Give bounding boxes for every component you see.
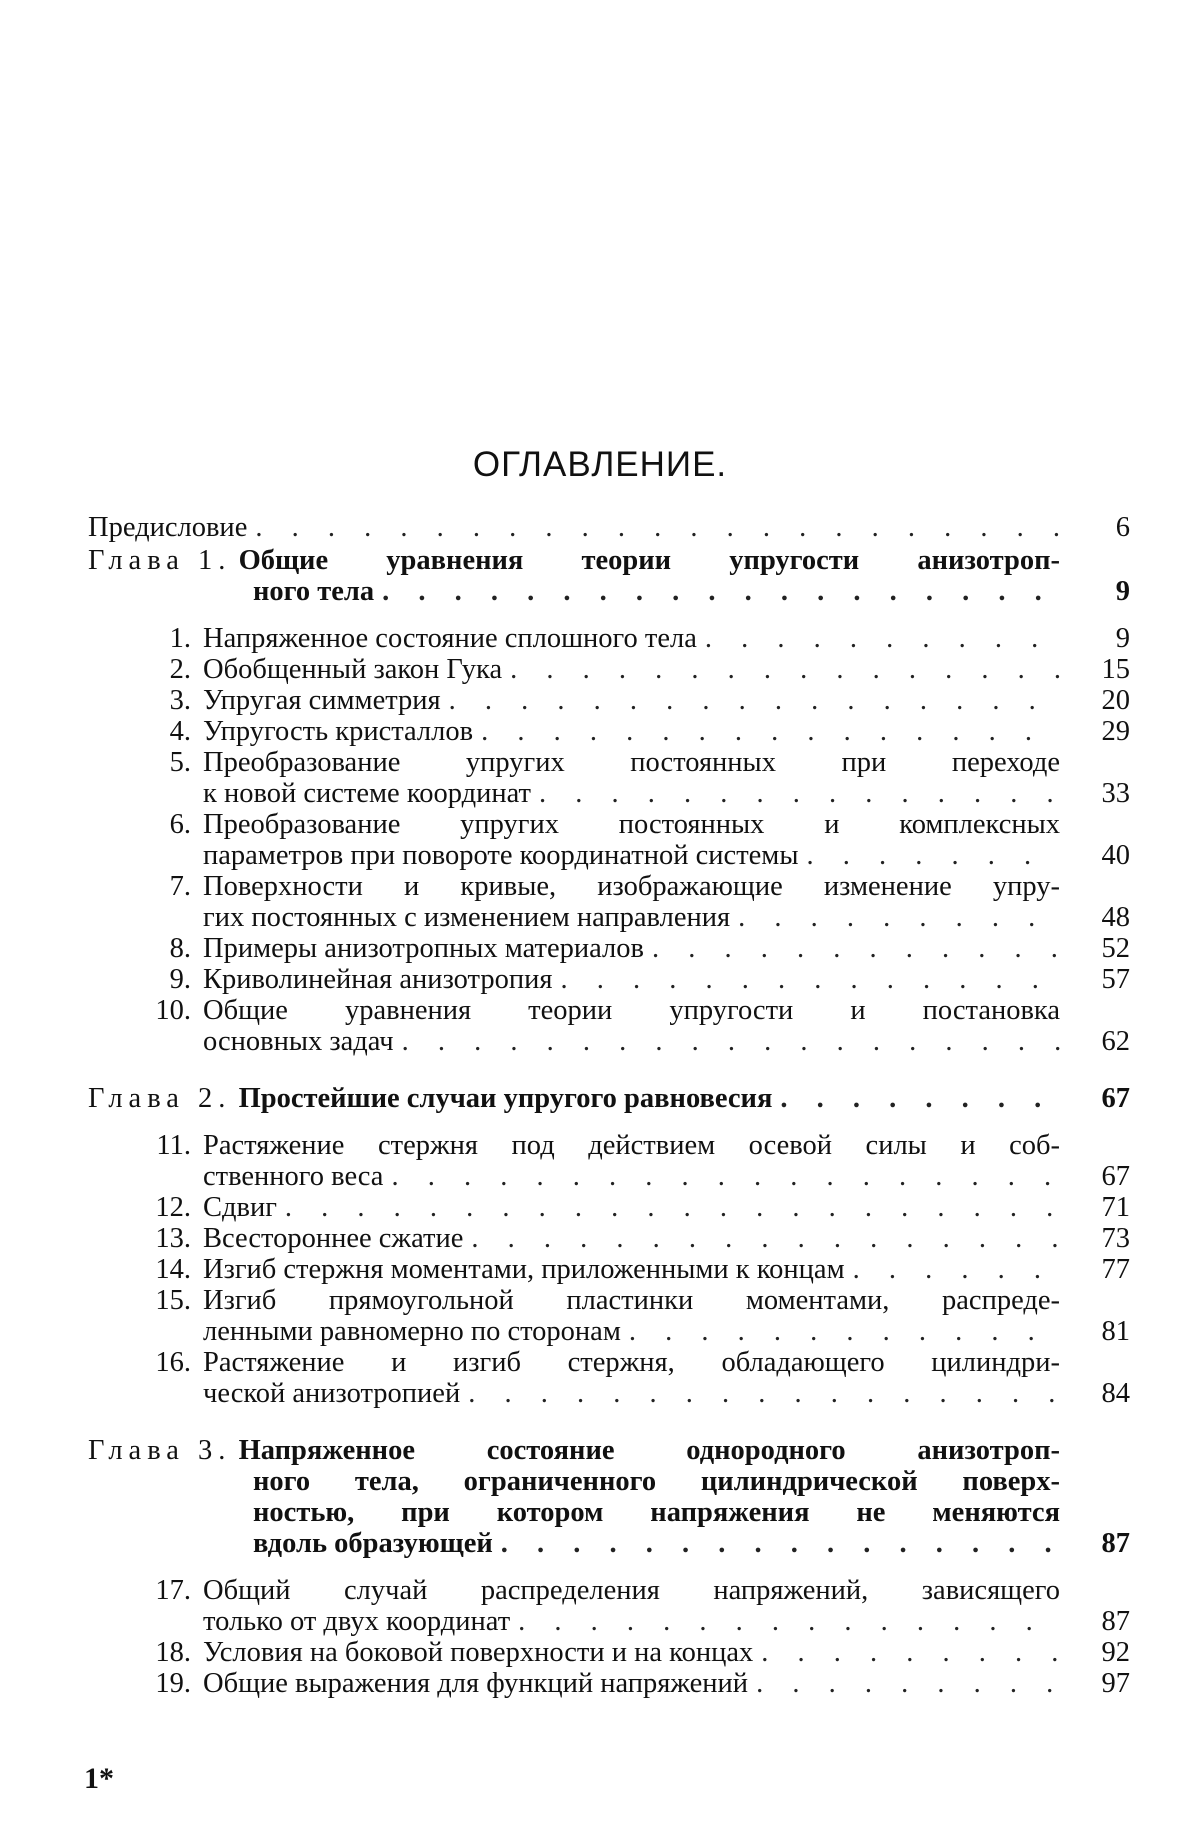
- section-title: ческой анизотропией: [203, 1378, 461, 1409]
- toc-section[interactable]: [88, 1223, 1130, 1254]
- page-number: 77: [1101, 1254, 1130, 1285]
- signature-mark: 1*: [84, 1762, 114, 1795]
- leader-dots: [391, 1161, 1060, 1192]
- chapter-title-line: ностью, при котором напряжения не меняются: [253, 1497, 1060, 1528]
- section-number: 12.: [155, 1192, 191, 1223]
- toc-section[interactable]: [88, 964, 1130, 995]
- section-number: 17.: [155, 1575, 191, 1606]
- chapter-title-line: ного тела, ограниченного цилиндрической поверх-: [253, 1466, 1060, 1497]
- section-title: Примеры анизотропных материалов: [203, 933, 644, 964]
- section-title: Сдвиг: [203, 1192, 277, 1223]
- page-number: 33: [1101, 778, 1130, 809]
- toc-entry-preface[interactable]: [88, 512, 1130, 543]
- page-number: 9: [1115, 576, 1130, 607]
- leader-dots: [806, 840, 1060, 871]
- page-number: 73: [1101, 1223, 1130, 1254]
- section-title: Всестороннее сжатие: [203, 1223, 464, 1254]
- toc-section[interactable]: [88, 995, 1130, 1057]
- section-number: 8.: [169, 933, 191, 964]
- page-number: 87: [1101, 1528, 1130, 1559]
- chapter-label: Глава 3.: [88, 1435, 232, 1466]
- section-number: 9.: [169, 964, 191, 995]
- toc-section[interactable]: [88, 1637, 1130, 1668]
- leader-dots: [539, 778, 1060, 809]
- chapter-title-end: вдоль образующей: [253, 1528, 493, 1559]
- leader-dots: [501, 1528, 1060, 1559]
- leader-dots: [652, 933, 1060, 964]
- section-title: Упругая симметрия: [203, 685, 441, 716]
- section-number: 3.: [169, 685, 191, 716]
- section-title: Криволинейная анизотропия: [203, 964, 553, 995]
- chapter-title-line: Напряженное состояние однородного анизотроп-: [238, 1435, 1060, 1466]
- toc-section[interactable]: [88, 623, 1130, 654]
- entry-title: Предисловие: [88, 512, 248, 543]
- toc-section[interactable]: [88, 747, 1130, 809]
- leader-dots: [382, 576, 1060, 607]
- leader-dots: [510, 654, 1060, 685]
- section-title-line: Растяжение и изгиб стержня, обладающего цилиндри-: [203, 1347, 1060, 1378]
- section-title-line: Преобразование упругих постоянных и комплексных: [203, 809, 1060, 840]
- page-number: 71: [1101, 1192, 1130, 1223]
- section-title: параметров при повороте координатной системы: [203, 840, 799, 871]
- section-number: 1.: [169, 623, 191, 654]
- section-title-line: Изгиб прямоугольной пластинки моментами, распреде-: [203, 1285, 1060, 1316]
- table-of-contents: [88, 512, 1130, 1699]
- leader-dots: [780, 1083, 1060, 1114]
- toc-chapter-3[interactable]: [88, 1435, 1130, 1559]
- section-number: 11.: [156, 1130, 191, 1161]
- toc-section[interactable]: [88, 1668, 1130, 1699]
- section-title: Изгиб стержня моментами, приложенными к концам: [203, 1254, 845, 1285]
- leader-dots: [738, 902, 1060, 933]
- section-number: 4.: [169, 716, 191, 747]
- section-title: ленными равномерно по сторонам: [203, 1316, 621, 1347]
- toc-section[interactable]: [88, 1192, 1130, 1223]
- page-number: 67: [1101, 1083, 1130, 1114]
- toc-section[interactable]: [88, 1575, 1130, 1637]
- leader-dots: [255, 512, 1060, 543]
- page-number: 87: [1101, 1606, 1130, 1637]
- toc-chapter-2[interactable]: [88, 1083, 1130, 1114]
- section-title-line: Общий случай распределения напряжений, зависящего: [203, 1575, 1060, 1606]
- page-number: 29: [1101, 716, 1130, 747]
- page-number: 81: [1101, 1316, 1130, 1347]
- section-title: Условия на боковой поверхности и на концах: [203, 1637, 754, 1668]
- section-title: только от двух координат: [203, 1606, 511, 1637]
- page-number: 9: [1115, 623, 1130, 654]
- section-title: гих постоянных с изменением направления: [203, 902, 731, 933]
- page-number: 67: [1101, 1161, 1130, 1192]
- section-title: ственного веса: [203, 1161, 384, 1192]
- section-title: Общие выражения для функций напряжений: [203, 1668, 749, 1699]
- toc-section[interactable]: [88, 654, 1130, 685]
- section-number: 13.: [155, 1223, 191, 1254]
- page-number: 97: [1101, 1668, 1130, 1699]
- leader-dots: [756, 1668, 1060, 1699]
- toc-section[interactable]: [88, 1254, 1130, 1285]
- toc-section[interactable]: [88, 933, 1130, 964]
- leader-dots: [705, 623, 1060, 654]
- toc-section[interactable]: [88, 1347, 1130, 1409]
- leader-dots: [853, 1254, 1060, 1285]
- section-number: 15.: [155, 1285, 191, 1316]
- section-title-line: Поверхности и кривые, изображающие изменение упру-: [203, 871, 1060, 902]
- toc-section[interactable]: [88, 716, 1130, 747]
- chapter-label: Глава 2.: [88, 1083, 232, 1114]
- section-number: 7.: [169, 871, 191, 902]
- toc-section[interactable]: [88, 1130, 1130, 1192]
- chapter-title-line: Общие уравнения теории упругости анизотроп-: [238, 545, 1060, 576]
- leader-dots: [285, 1192, 1060, 1223]
- page-number: 62: [1101, 1026, 1130, 1057]
- section-title: основных задач: [203, 1026, 394, 1057]
- page-number: 84: [1101, 1378, 1130, 1409]
- toc-section[interactable]: [88, 685, 1130, 716]
- section-number: 19.: [155, 1668, 191, 1699]
- leader-dots: [481, 716, 1060, 747]
- page-number: 15: [1101, 654, 1130, 685]
- leader-dots: [471, 1223, 1060, 1254]
- toc-section[interactable]: [88, 871, 1130, 933]
- leader-dots: [468, 1378, 1060, 1409]
- leader-dots: [518, 1606, 1060, 1637]
- page-number: 52: [1101, 933, 1130, 964]
- section-number: 14.: [155, 1254, 191, 1285]
- leader-dots: [761, 1637, 1060, 1668]
- section-title-line: Преобразование упругих постоянных при переходе: [203, 747, 1060, 778]
- toc-section[interactable]: [88, 809, 1130, 871]
- leader-dots: [449, 685, 1060, 716]
- leader-dots: [402, 1026, 1060, 1057]
- section-number: 2.: [169, 654, 191, 685]
- leader-dots: [560, 964, 1060, 995]
- page-number: 40: [1101, 840, 1130, 871]
- page-number: 92: [1101, 1637, 1130, 1668]
- chapter-label: Глава 1.: [88, 545, 232, 576]
- section-number: 16.: [155, 1347, 191, 1378]
- toc-chapter-1[interactable]: [88, 545, 1130, 607]
- page-number: 20: [1101, 685, 1130, 716]
- section-number: 6.: [169, 809, 191, 840]
- section-title: Обобщенный закон Гука: [203, 654, 503, 685]
- page-number: 48: [1101, 902, 1130, 933]
- section-title-line: Общие уравнения теории упругости и постановка: [203, 995, 1060, 1026]
- section-title: к новой системе координат: [203, 778, 531, 809]
- section-number: 5.: [169, 747, 191, 778]
- page-number: 6: [1115, 512, 1130, 543]
- section-number: 18.: [155, 1637, 191, 1668]
- section-title: Напряженное состояние сплошного тела: [203, 623, 697, 654]
- toc-section[interactable]: [88, 1285, 1130, 1347]
- page-number: 57: [1101, 964, 1130, 995]
- section-title: Упругость кристаллов: [203, 716, 474, 747]
- section-title-line: Растяжение стержня под действием осевой силы и соб-: [203, 1130, 1060, 1161]
- toc-heading: ОГЛАВЛЕНИЕ.: [472, 445, 728, 484]
- chapter-title-end: ного тела: [253, 576, 375, 607]
- leader-dots: [629, 1316, 1060, 1347]
- chapter-title: Простейшие случаи упругого равновесия: [238, 1083, 773, 1114]
- section-number: 10.: [155, 995, 191, 1026]
